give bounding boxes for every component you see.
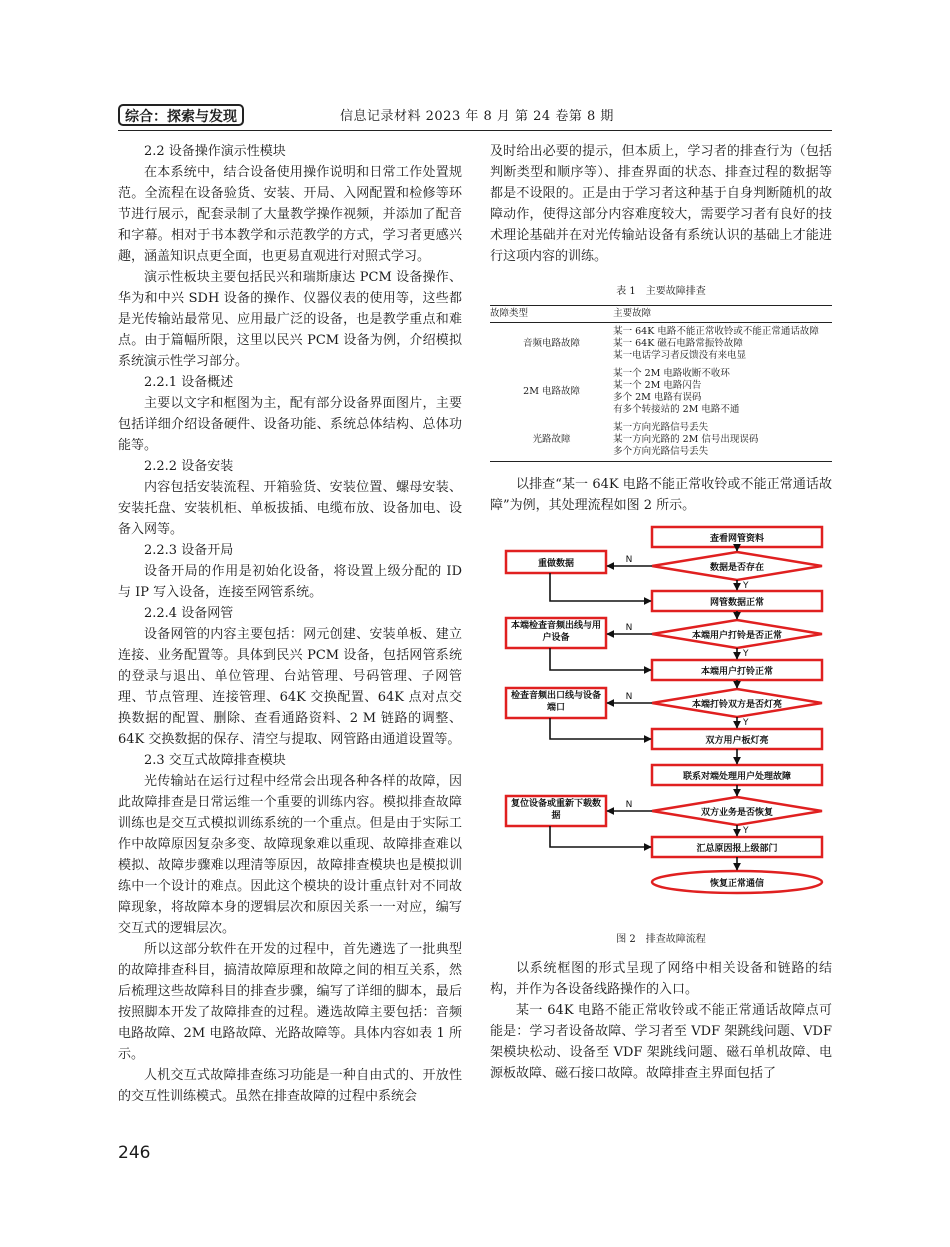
figure-caption: 图 2 排查故障流程 (616, 934, 706, 945)
no-label: N (625, 623, 633, 633)
no-label: N (625, 692, 633, 702)
paragraph: 光传输站在运行过程中经常会出现各种各样的故障，因此故障排查是日常运维一个重要的训练内容。模拟排查故障训练也是交互式模拟训练系统的一个重点。但是由于实际工作中故障原因复杂多变、故障现象难以重现、故障排查难以模拟、故障步骤难以理清等原因，故障排查模块也是模拟训练中一个设计的难点。因此这个模块的设计重点针对不同故障现象，将故障本身的逻辑层次和原因关系一一对应，编写交互式的逻辑层次。 (118, 774, 462, 936)
heading: 2.2.2 设备安装 (144, 459, 234, 474)
flowchart-svg (490, 520, 832, 920)
fault-type-cell: 2M 电路故障 (523, 386, 580, 397)
yes-label: Y (743, 581, 749, 591)
table-row (490, 419, 832, 462)
paragraph: 设备网管的内容主要包括：网元创建、安装单板、建立连接、业务配置等。具体到民兴 PCM 设备，包括网管系统的登录与退出、单位管理、台站管理、号码管理、子网管理、节点管理、连接管理、64K 交换配置、64K 点对点交换数据的配置、删除、查看通路资料、2 M 链路的调整、64K 交换数据的保存、清空与提取、网管路由通道设置等。 (118, 627, 462, 747)
flow-step-label: 本端用户打铃是否正常 (691, 631, 783, 641)
fault-type-cell: 音频电路故障 (523, 338, 581, 349)
yes-label: Y (743, 718, 749, 728)
table-header: 故障类型 (490, 306, 613, 323)
table-row (490, 365, 832, 419)
fault-item: 某一个 2M 电路收断不收环 (613, 368, 730, 379)
flow-side-label-wrap (508, 798, 604, 826)
flow-step-label: 联系对端处理用户处理故障 (682, 772, 792, 782)
paragraph: 主要以文字和框图为主，配有部分设备界面图片，主要包括详细介绍设备硬件、设备功能、系统总体结构、总体功能等。 (118, 396, 462, 453)
flow-side-label: 检查音频出口线与设备端口 (510, 691, 601, 713)
heading: 2.2.1 设备概述 (144, 375, 234, 390)
flow-step-label: 查看网管资料 (709, 534, 765, 544)
flow-step-label: 汇总原因报上级部门 (696, 844, 778, 854)
fault-type-cell: 光路故障 (490, 419, 613, 462)
paragraph: 某一 64K 电路不能正常收铃或不能正常通话故障点可能是：学习者设备故障、学习者至 VDF 架跳线问题、VDF 架模块松动、设备至 VDF 架跳线问题、磁石单机故障、电源板故障、磁石接口故障。故障排查主界面包括了 (490, 1003, 832, 1081)
table-caption: 表 1 主要故障排查 (616, 286, 706, 297)
paragraph: 设备开局的作用是初始化设备，将设置上级分配的 ID 与 IP 写入设备，连接至网管系统。 (118, 564, 462, 600)
fault-list-cell (613, 323, 832, 366)
flow-side-label: 复位设备或重新下载数据 (510, 799, 601, 821)
table-header: 主要故障 (613, 306, 832, 323)
flow-step-label: 双方业务是否恢复 (700, 808, 774, 818)
journal-header: 信息记录材料 2023 年 8 月 第 24 卷第 8 期 (340, 109, 614, 124)
fault-list-cell (613, 419, 832, 462)
paragraph: 以排查“某一 64K 电路不能正常收铃或不能正常通话故障”为例，其处理流程如图 2 所示。 (490, 477, 832, 513)
fault-table (490, 305, 832, 462)
fault-item: 有多个转接站的 2M 电路不通 (613, 404, 740, 415)
table-row (490, 323, 832, 366)
table-header-row (490, 306, 832, 323)
flowchart (490, 520, 832, 927)
heading: 2.3 交互式故障排查模块 (144, 753, 286, 768)
fault-item: 某一 64K 电路不能正常收铃或不能正常通话故障 (613, 326, 819, 337)
paragraph: 以系统框图的形式呈现了网络中相关设备和链路的结构，并作为各设备线路操作的入口。 (490, 961, 832, 997)
page-number: 246 (118, 1143, 151, 1163)
paragraph: 内容包括安装流程、开箱验货、安装位置、螺母安装、安装托盘、安装机柜、单板拔插、电缆布放、设备加电、设备入网等。 (118, 480, 462, 537)
paragraph: 在本系统中，结合设备使用操作说明和日常工作处置规范。全流程在设备验货、安装、开局、入网配置和检修等环节进行展示，配套录制了大量教学操作视频，并添加了配音和字幕。相对于书本教学和示范教学的方式，学习者更感兴趣，涵盖知识点更全面，也更易直观进行对照式学习。 (118, 165, 462, 264)
fault-item: 某一个 2M 电路闪告 (613, 380, 702, 391)
yes-label: Y (743, 649, 749, 659)
fault-item: 某一 64K 磁石电路常振铃故障 (613, 338, 743, 349)
left-column (118, 141, 462, 1107)
heading: 2.2.4 设备网管 (144, 606, 234, 621)
fault-item: 多个方向光路信号丢失 (613, 446, 709, 457)
fault-item: 某一电话学习者反馈没有来电显 (613, 350, 747, 361)
yes-label: Y (743, 826, 749, 836)
heading: 2.2 设备操作演示性模块 (144, 144, 286, 159)
flow-side-label-wrap (508, 690, 604, 718)
flow-side-label: 本端检查音频出线与用户设备 (510, 621, 601, 643)
header-rule (118, 130, 832, 131)
heading: 2.2.3 设备开局 (144, 543, 234, 558)
flow-side-label: 重做数据 (537, 559, 575, 569)
paragraph: 及时给出必要的提示，但本质上，学习者的排查行为（包括判断类型和顺序等）、排查界面的状态、排查过程的数据等都是不设限的。正是由于学习者这种基于自身判断随机的故障动作，使得这部分内容难度较大，需要学习者有良好的技术理论基础并在对光传输站设备有系统认识的基础上才能进行这项内容的训练。 (490, 144, 832, 264)
fault-item: 某一方向光路的 2M 信号出现误码 (613, 434, 759, 445)
paragraph: 演示性板块主要包括民兴和瑞斯康达 PCM 设备操作、华为和中兴 SDH 设备的操作、仪器仪表的使用等，这些都是光传输站最常见、应用最广泛的设备，也是教学重点和难点。由于篇幅所限，这里以民兴 PCM 设备为例，介绍模拟系统演示性学习部分。 (118, 270, 462, 369)
fault-list-cell (613, 365, 832, 419)
right-column (490, 141, 832, 1084)
flow-step-label: 双方用户板灯亮 (705, 736, 769, 746)
no-label: N (625, 800, 633, 810)
flow-step-label: 网管数据正常 (709, 598, 765, 608)
flow-step-label: 本端打铃双方是否灯亮 (691, 700, 783, 710)
no-label: N (625, 555, 633, 565)
flow-step-label: 数据是否存在 (709, 563, 765, 573)
fault-item: 某一方向光路信号丢失 (613, 422, 709, 433)
flow-step-label: 本端用户打铃正常 (700, 667, 774, 677)
paragraph: 人机交互式故障排查练习功能是一种自由式的、开放性的交互性训练模式。虽然在排查故障的过程中系统会 (118, 1068, 462, 1104)
section-badge: 综合：探索与发现 (118, 104, 244, 126)
paragraph: 所以这部分软件在开发的过程中，首先遴选了一批典型的故障排查科目，搞清故障原理和故障之间的相互关系，然后梳理这些故障科目的排查步骤，编写了详细的脚本，最后按照脚本开发了故障排查的过程。遴选故障主要包括：音频电路故障、2M 电路故障、光路故障等。具体内容如表 1 所示。 (118, 942, 462, 1062)
fault-item: 多个 2M 电路有误码 (613, 392, 702, 403)
flow-step-label: 恢复正常通信 (709, 879, 765, 889)
flow-side-label-wrap (508, 620, 604, 648)
